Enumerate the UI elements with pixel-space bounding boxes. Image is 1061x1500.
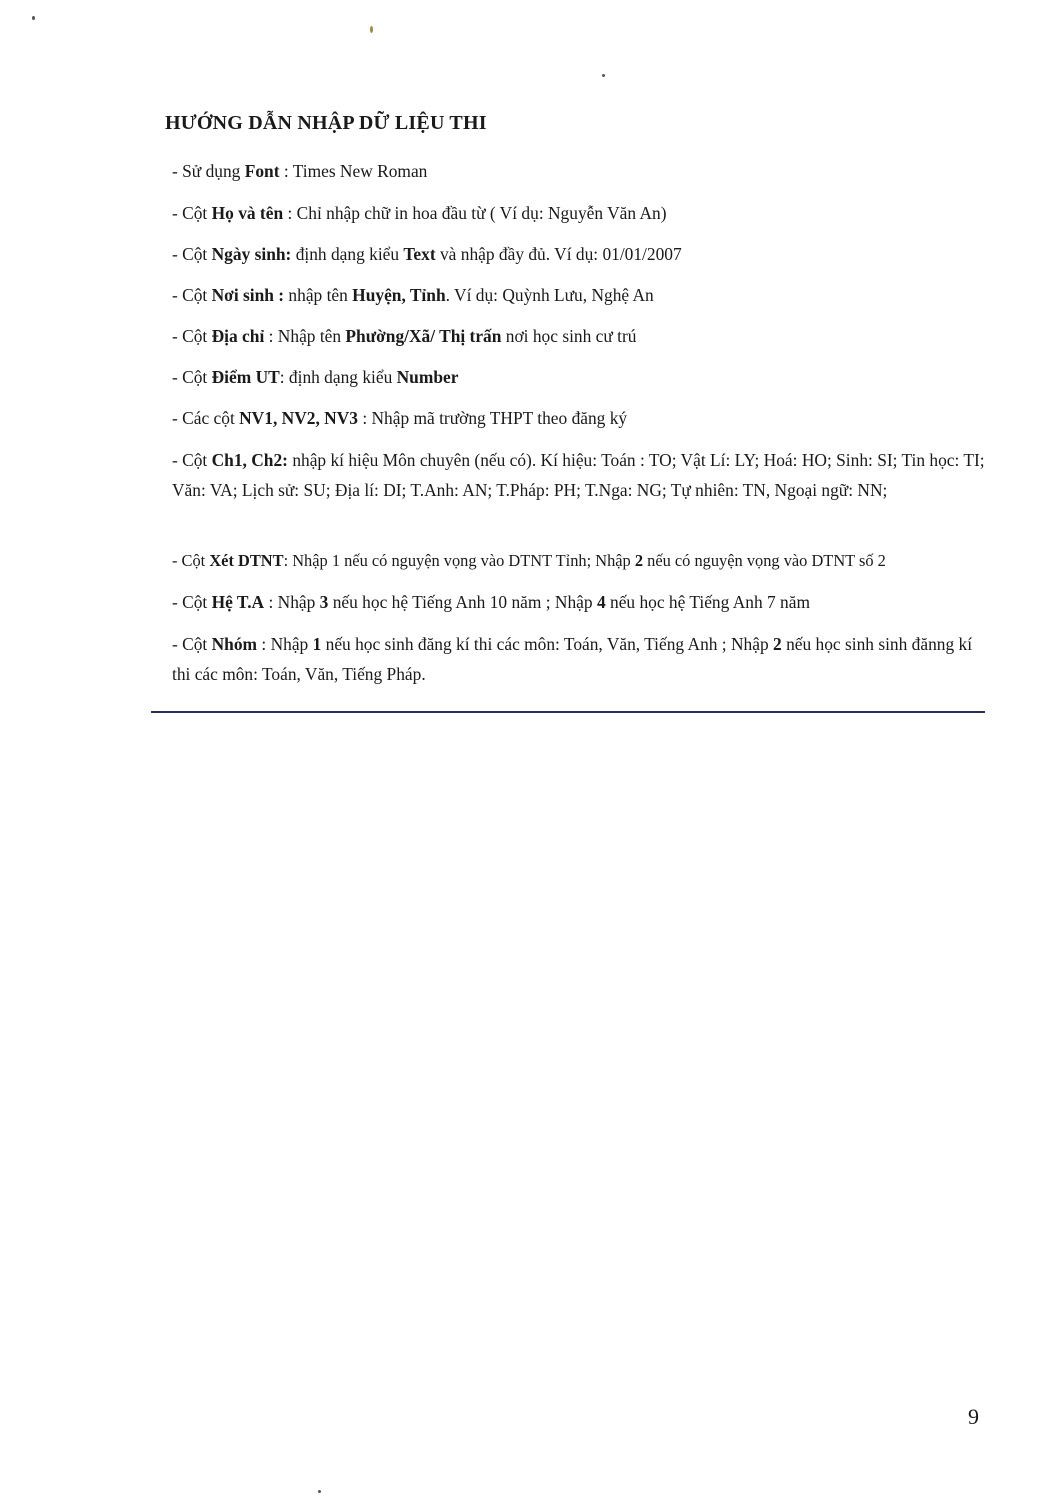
scan-speck — [318, 1490, 321, 1493]
instruction-english-program: - Cột Hệ T.A : Nhập 3 nếu học hệ Tiếng Anh 10 năm ; Nhập 4 nếu học hệ Tiếng Anh 7 năm — [172, 592, 810, 612]
instruction-group: - Cột Nhóm : Nhập 1 nếu học sinh đăng kí thi các môn: Toán, Văn, Tiếng Anh ; Nhập 2 nếu học sinh sinh đănng kí thi các môn: Toán, Văn, Tiếng Pháp. — [172, 634, 973, 684]
scan-speck — [370, 26, 373, 33]
instruction-boarding-school: - Cột Xét DTNT: Nhập 1 nếu có nguyện vọng vào DTNT Tỉnh; Nhập 2 nếu có nguyện vọng vào DTNT số 2 — [172, 551, 886, 570]
instruction-place-of-birth: - Cột Nơi sinh : nhập tên Huyện, Tỉnh. Ví dụ: Quỳnh Lưu, Nghệ An — [172, 285, 654, 305]
scan-speck — [602, 74, 605, 77]
instruction-specialized-subjects: - Cột Ch1, Ch2: nhập kí hiệu Môn chuyên (nếu có). Kí hiệu: Toán : TO; Vật Lí: LY; Hoá: HO; Sinh: SI; Tin học: TI; Văn: VA; Lịch sử: SU; Địa lí: DI; T.Anh: AN; T.Pháp: PH; T.Nga: NG; Tự nhiên: TN, Ngoại ngữ: NN; — [172, 450, 985, 500]
page-number: 9 — [968, 1404, 979, 1429]
instruction-address: - Cột Địa chỉ : Nhập tên Phường/Xã/ Thị trấn nơi học sinh cư trú — [172, 326, 637, 346]
page-title: HƯỚNG DẪN NHẬP DỮ LIỆU THI — [165, 112, 487, 134]
instruction-aspirations: - Các cột NV1, NV2, NV3 : Nhập mã trường THPT theo đăng ký — [172, 408, 628, 428]
instruction-date-of-birth: - Cột Ngày sinh: định dạng kiểu Text và nhập đầy đủ. Ví dụ: 01/01/2007 — [172, 244, 682, 264]
instruction-full-name: - Cột Họ và tên : Chỉ nhập chữ in hoa đầu từ ( Ví dụ: Nguyễn Văn An) — [172, 203, 667, 223]
instruction-font: - Sử dụng Font : Times New Roman — [172, 161, 428, 181]
horizontal-divider — [151, 711, 985, 713]
scan-speck — [32, 16, 35, 20]
instruction-priority-score: - Cột Điểm UT: định dạng kiểu Number — [172, 367, 459, 387]
